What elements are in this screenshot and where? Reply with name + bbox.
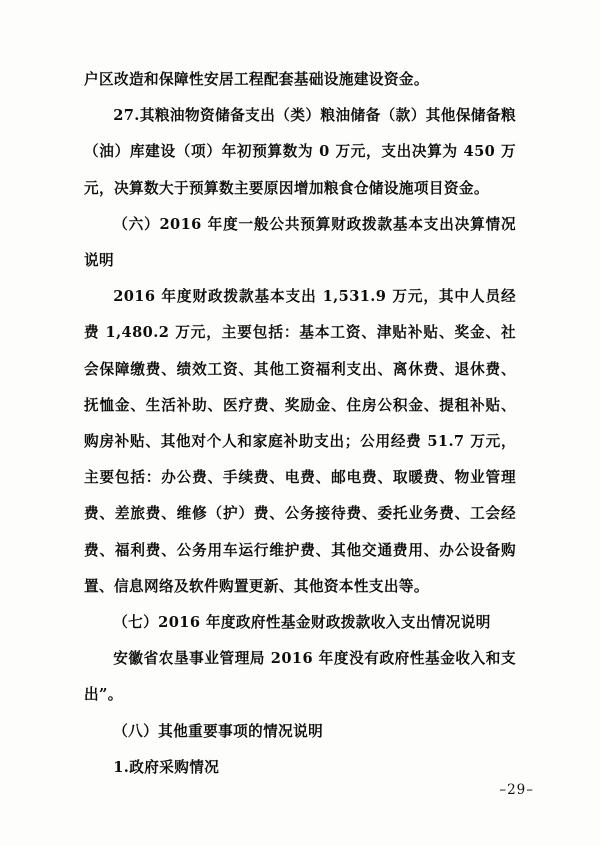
- paragraph-continuation: 户区改造和保障性安居工程配套基础设施建设资金。: [84, 71, 429, 88]
- paragraph-government-fund-note: 安徽省农垦事业管理局 2016 年度没有政府性基金收入和支出”。: [84, 650, 516, 704]
- page-number: –29–: [499, 782, 534, 798]
- paragraph-item-27: 27.其粮油物资储备支出（类）粮油储备（款）其他保储备粮（油）库建设（项）年初预算数为 0 万元，支出决算为 450 万元，决算数大于预算数主要原因增加粮食仓储设施项目资金。: [84, 107, 516, 197]
- heading-section-eight: （八）其他重要事项的情况说明: [113, 722, 324, 740]
- heading-section-six: （六）2016 年度一般公共预算财政拨款基本支出决算情况说明: [84, 215, 516, 270]
- page-text-body: [84, 62, 516, 786]
- paragraph-basic-expenditure-detail: 2016 年度财政拨款基本支出 1,531.9 万元，其中人员经费 1,480.2 万元，主要包括：基本工资、津贴补贴、奖金、社会保障缴费、绩效工资、其他工资福利支出、离休费、退休费、抚恤金、生活补助、医疗费、奖励金、住房公积金、提租补贴、购房补贴、其他对个人和家庭补助支出；公用经费 51.7 万元，主要包括：办公费、手续费、电费、邮电费、取暖费、物业管理费、差旅费、维修（护）费、公务接待费、委托业务费、工会经费、福利费、公务用车运行维护费、其他交通费用、办公设备购置、信息网络及软件购置更新、其他资本性支出等。: [84, 288, 516, 595]
- paragraph-item-1-procurement: 1.政府采购情况: [113, 758, 220, 776]
- heading-section-seven: （七）2016 年度政府性基金财政拨款收入支出情况说明: [113, 614, 491, 632]
